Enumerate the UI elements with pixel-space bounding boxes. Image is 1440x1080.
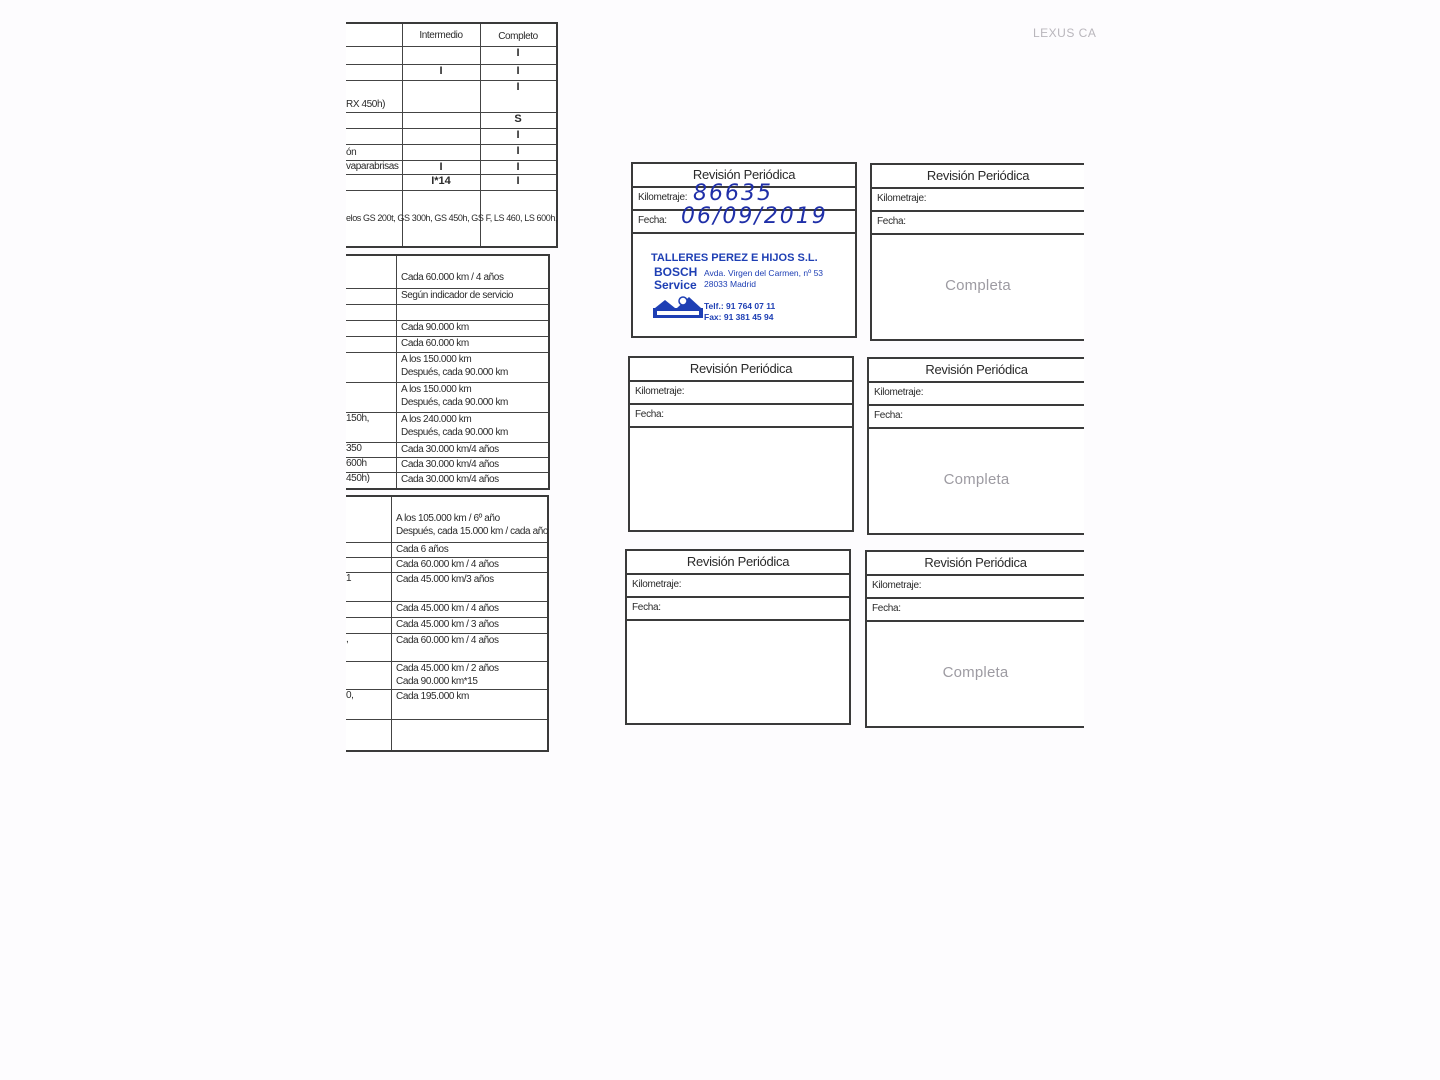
table-footnote: elos GS 200t, GS 300h, GS 450h, GS F, LS 460, LS 600h,: [346, 213, 558, 223]
mileage-field[interactable]: [867, 576, 1084, 599]
date-label: Fecha:: [872, 603, 901, 614]
interval-text: Cada 45.000 km / 2 años Cada 90.000 km*15: [396, 663, 499, 687]
stamp-building-icon: [653, 294, 703, 318]
interval-1-row: [346, 270, 548, 289]
completo-mark: I: [516, 81, 520, 93]
completo-mark: I: [516, 161, 520, 173]
interval-text: Cada 195.000 km: [396, 691, 469, 702]
mileage-field[interactable]: [627, 575, 849, 598]
card-title: Revisión Periódica: [869, 359, 1084, 383]
interval-2-row: [346, 661, 547, 690]
revision-card: [631, 162, 857, 338]
table-row: [346, 64, 556, 81]
table-row: [346, 80, 556, 113]
stamp-brand: BOSCH Service: [654, 265, 698, 292]
header-completo: Completo: [498, 31, 538, 42]
interval-text: Cada 45.000 km / 4 años: [396, 603, 499, 614]
mileage-label: Kilometraje:: [877, 193, 927, 204]
interval-2-row: [346, 719, 547, 748]
interval-text: Cada 45.000 km/3 años: [396, 574, 494, 585]
interval-text: A los 150.000 km Después, cada 90.000 km: [401, 354, 508, 378]
table-row: [346, 174, 556, 191]
interval-2-row: [346, 689, 547, 720]
interval-text: A los 240.000 km Después, cada 90.000 km: [401, 414, 508, 438]
mileage-field[interactable]: [630, 382, 852, 405]
completion-status: Completa: [943, 471, 1010, 488]
interval-2-row: [346, 617, 547, 634]
interval-2-row: [346, 557, 547, 573]
interval-1-row: [346, 320, 548, 337]
row-label: RX 450h): [346, 99, 386, 110]
completo-mark: I: [516, 129, 520, 141]
table-header-row: [346, 24, 556, 47]
brand-mark: LEXUS CA: [1033, 26, 1097, 40]
interval-text: Cada 60.000 km / 4 años: [401, 272, 504, 283]
completo-mark: I: [516, 145, 520, 157]
date-field[interactable]: [630, 405, 852, 428]
mileage-value: 86635: [693, 181, 773, 206]
interval-text: Cada 6 años: [396, 544, 449, 555]
maintenance-table: [346, 22, 558, 248]
row-label: ón: [346, 147, 357, 158]
date-label: Fecha:: [877, 216, 906, 227]
card-title: Revisión Periódica: [872, 165, 1084, 189]
revision-card: [870, 163, 1084, 341]
date-field[interactable]: [867, 599, 1084, 622]
interval-1-row: [346, 472, 548, 486]
interval-2-row: [346, 601, 547, 618]
interval-1-row: [346, 412, 548, 443]
interval-text: Cada 45.000 km / 3 años: [396, 619, 499, 630]
intermedio-mark: I: [439, 161, 443, 173]
interval-1-row: [346, 442, 548, 458]
interval-1-row: [346, 304, 548, 321]
stamp-phone: Telf.: 91 764 07 11 Fax: 91 381 45 94: [704, 301, 776, 322]
card-title: Revisión Periódica: [633, 164, 855, 188]
interval-text: Cada 60.000 km / 4 años: [396, 635, 499, 646]
date-field[interactable]: [627, 598, 849, 621]
interval-text: A los 150.000 km Después, cada 90.000 km: [401, 384, 508, 408]
mileage-label: Kilometraje:: [874, 387, 924, 398]
interval-2-row: [346, 633, 547, 662]
interval-table-1: [346, 254, 550, 490]
table-row: [346, 128, 556, 145]
row-label: 600h: [346, 458, 367, 469]
table-row: [346, 46, 556, 65]
card-title: Revisión Periódica: [627, 551, 849, 575]
revision-card: [625, 549, 851, 725]
completion-status: Completa: [945, 277, 1011, 294]
completion-status: Completa: [942, 664, 1009, 681]
mileage-label: Kilometraje:: [638, 192, 688, 203]
date-label: Fecha:: [632, 602, 661, 613]
interval-2-row: [346, 572, 547, 602]
mileage-field[interactable]: [872, 189, 1084, 212]
stamp-workshop-name: TALLERES PEREZ E HIJOS S.L.: [651, 252, 818, 264]
revision-card: [867, 357, 1084, 535]
date-value: 06/09/2019: [681, 204, 828, 229]
interval-text: Cada 30.000 km/4 años: [401, 474, 499, 485]
completo-mark: I: [516, 65, 520, 77]
interval-text: Cada 30.000 km/4 años: [401, 444, 499, 455]
interval-text: Según indicador de servicio: [401, 290, 514, 301]
row-label: 450h): [346, 473, 370, 484]
row-label: ,: [346, 634, 349, 645]
intermedio-mark: I*14: [431, 175, 451, 187]
interval-2-row: [346, 542, 547, 558]
intermedio-mark: I: [439, 65, 443, 77]
card-title: Revisión Periódica: [630, 358, 852, 382]
date-label: Fecha:: [635, 409, 664, 420]
date-label: Fecha:: [874, 410, 903, 421]
row-label: 350: [346, 443, 362, 454]
completo-mark: S: [514, 113, 522, 125]
date-field[interactable]: [869, 406, 1084, 429]
interval-1-row: [346, 288, 548, 305]
completo-mark: I: [516, 47, 520, 59]
stamp-address: Avda. Virgen del Carmen, nº 53 28033 Madrid: [704, 268, 824, 289]
interval-1-row: [346, 382, 548, 413]
interval-text: Cada 90.000 km: [401, 322, 469, 333]
revision-card: [865, 550, 1084, 728]
revision-card: [628, 356, 854, 532]
table-row: [346, 144, 556, 161]
mileage-label: Kilometraje:: [872, 580, 922, 591]
mileage-label: Kilometraje:: [632, 579, 682, 590]
interval-1-row: [346, 352, 548, 383]
interval-1-row: [346, 457, 548, 473]
row-label: 0,: [346, 690, 354, 701]
interval-2-row: [346, 511, 547, 543]
interval-text: A los 105.000 km / 6º año Después, cada 15.000 km / cada año: [396, 513, 549, 537]
interval-table-2: [346, 495, 549, 752]
date-field[interactable]: [633, 204, 855, 234]
row-label: 1: [346, 573, 352, 584]
header-intermedio: Intermedio: [419, 30, 463, 41]
date-label: Fecha:: [638, 215, 667, 226]
interval-text: Cada 60.000 km / 4 años: [396, 559, 499, 570]
interval-text: Cada 60.000 km: [401, 338, 469, 349]
row-label: 150h,: [346, 413, 370, 424]
interval-1-row: [346, 336, 548, 353]
date-field[interactable]: [872, 212, 1084, 235]
mileage-field[interactable]: [869, 383, 1084, 406]
interval-text: Cada 30.000 km/4 años: [401, 459, 499, 470]
table-row: [346, 112, 556, 129]
card-title: Revisión Periódica: [867, 552, 1084, 576]
mileage-label: Kilometraje:: [635, 386, 685, 397]
table-row: [346, 160, 556, 175]
row-label: vaparabrisas: [346, 161, 399, 172]
completo-mark: I: [516, 175, 520, 187]
